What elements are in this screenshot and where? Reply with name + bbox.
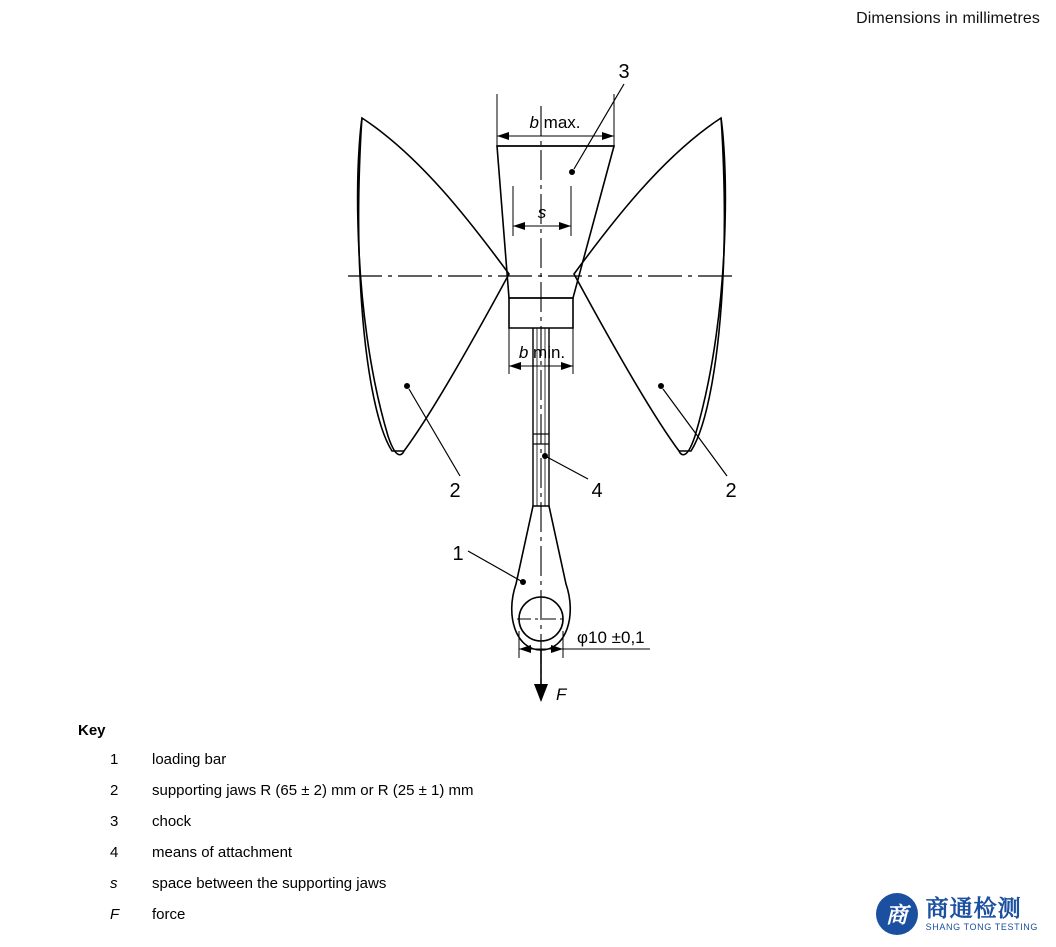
key-item-1: [78, 751, 978, 768]
key-title: Key: [78, 722, 106, 739]
key-description: supporting jaws R (65 ± 2) mm or R (25 ± 1) mm: [152, 782, 474, 799]
key-description: force: [152, 906, 186, 923]
key-block: [78, 722, 978, 937]
key-symbol: s: [110, 875, 118, 892]
supporting-jaw-left: [358, 118, 509, 455]
logo-name-en: SHANG TONG TESTING: [925, 921, 1038, 932]
dim-bmax-arrow-left: [497, 132, 509, 140]
dim-bmin-arrow-right: [561, 362, 573, 370]
key-symbol: 2: [110, 782, 119, 799]
leader-2-right-dot: [658, 383, 664, 389]
key-symbol: F: [110, 906, 120, 923]
force-label: F: [556, 685, 567, 704]
leader-3-dot: [569, 169, 575, 175]
dim-bmax-label: b max.: [529, 113, 581, 132]
key-item-4: [78, 844, 978, 861]
dim-s-arrow-left: [513, 222, 525, 230]
key-description: chock: [152, 813, 192, 830]
key-description: loading bar: [152, 751, 227, 768]
dim-diameter-label: φ10 ±0,1: [577, 628, 645, 647]
dim-bmin-label: b min.: [518, 343, 566, 362]
key-symbol: 1: [110, 751, 119, 768]
supporting-jaw-right-lower: [679, 118, 724, 451]
logo-badge-icon: [876, 893, 918, 935]
callout-4: 4: [591, 480, 603, 502]
logo-text: [926, 896, 1038, 933]
supporting-jaw-right: [574, 118, 725, 455]
leader-2-left-dot: [404, 383, 410, 389]
callout-3: 3: [618, 61, 630, 83]
callout-1: 1: [452, 543, 464, 565]
leader-3: [574, 84, 624, 169]
dim-dia-arrow-right: [551, 645, 563, 653]
callout-2-left: 2: [449, 480, 461, 502]
key-symbol: 3: [110, 813, 119, 830]
leader-1-dot: [520, 579, 526, 585]
key-item-3: [78, 813, 978, 830]
dim-s-label: s: [537, 203, 547, 222]
force-arrow-head: [534, 684, 548, 702]
dim-dia-arrow-left: [519, 645, 531, 653]
dim-s-arrow-right: [559, 222, 571, 230]
supporting-jaw-left-lower: [359, 118, 404, 451]
dim-bmin-arrow-left: [509, 362, 521, 370]
chock: [497, 146, 614, 298]
logo-name-cn: 商通检测: [925, 894, 1022, 921]
watermark-logo: [876, 893, 1038, 935]
drawing-svg: [0, 36, 1056, 716]
figure-drawing: [0, 36, 1056, 716]
logo-glyph: 商: [885, 902, 908, 928]
dimensions-note: Dimensions in millimetres: [856, 10, 1040, 27]
leader-1: [468, 551, 521, 581]
leader-4: [547, 457, 588, 479]
key-description: space between the supporting jaws: [152, 875, 387, 892]
callout-2-right: 2: [725, 480, 737, 502]
key-item-s: [78, 875, 978, 892]
key-description: means of attachment: [152, 844, 293, 861]
key-item-2: [78, 782, 978, 799]
dim-bmax-arrow-right: [602, 132, 614, 140]
key-symbol: 4: [110, 844, 119, 861]
leader-2-right: [663, 389, 727, 476]
leader-4-dot: [542, 453, 548, 459]
key-item-f: [78, 906, 978, 923]
